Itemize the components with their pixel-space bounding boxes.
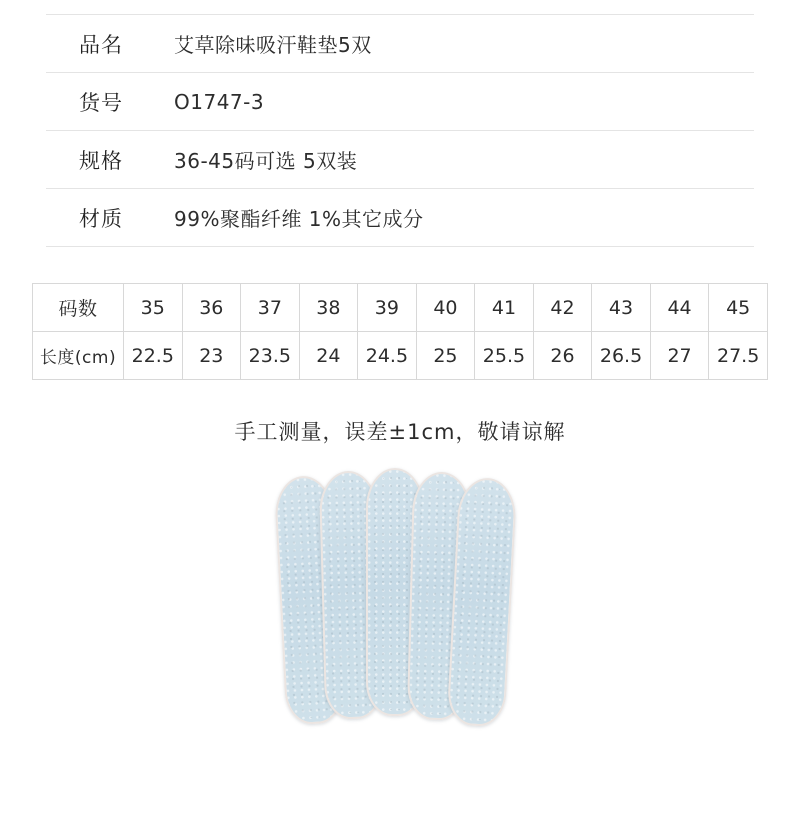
row-header-size: 码数: [33, 284, 124, 332]
size-cell: 43: [592, 284, 651, 332]
size-table-wrapper: [32, 283, 768, 380]
length-cell: 23: [182, 332, 241, 380]
insole-icon: [447, 477, 518, 728]
length-cell: 25.5: [475, 332, 534, 380]
spec-list: [46, 14, 754, 247]
spec-row: [46, 14, 754, 73]
table-row: [33, 332, 768, 380]
length-cell: 24.5: [358, 332, 417, 380]
length-cell: 25: [416, 332, 475, 380]
table-row: [33, 284, 768, 332]
length-cell: 27.5: [709, 332, 768, 380]
row-header-length: 长度(cm): [33, 332, 124, 380]
spec-value: 99%聚酯纤维 1%其它成分: [174, 207, 424, 231]
size-cell: 38: [299, 284, 358, 332]
spec-row: [46, 131, 754, 189]
spec-label: 材质: [79, 206, 123, 231]
spec-value: O1747-3: [174, 89, 265, 114]
length-cell: 26: [533, 332, 592, 380]
size-cell: 37: [241, 284, 300, 332]
length-cell: 27: [650, 332, 709, 380]
size-cell: 36: [182, 284, 241, 332]
size-table: [32, 283, 768, 380]
spec-value: 艾草除味吸汗鞋垫5双: [174, 33, 372, 57]
spec-value: 36-45码可选 5双装: [174, 149, 358, 173]
product-image: [0, 468, 800, 768]
size-cell: 44: [650, 284, 709, 332]
length-cell: 22.5: [124, 332, 183, 380]
length-cell: 23.5: [241, 332, 300, 380]
size-cell: 40: [416, 284, 475, 332]
size-cell: 35: [124, 284, 183, 332]
length-cell: 24: [299, 332, 358, 380]
product-detail-page: [0, 14, 800, 814]
spec-label: 规格: [79, 148, 123, 173]
spec-label: 品名: [79, 32, 123, 57]
measurement-note: 手工测量，误差±1cm，敬请谅解: [234, 420, 566, 444]
size-cell: 41: [475, 284, 534, 332]
spec-row: [46, 189, 754, 247]
size-cell: 45: [709, 284, 768, 332]
spec-row: [46, 73, 754, 131]
length-cell: 26.5: [592, 332, 651, 380]
size-cell: 42: [533, 284, 592, 332]
insole-stack: [280, 468, 520, 738]
spec-label: 货号: [79, 90, 123, 115]
size-cell: 39: [358, 284, 417, 332]
